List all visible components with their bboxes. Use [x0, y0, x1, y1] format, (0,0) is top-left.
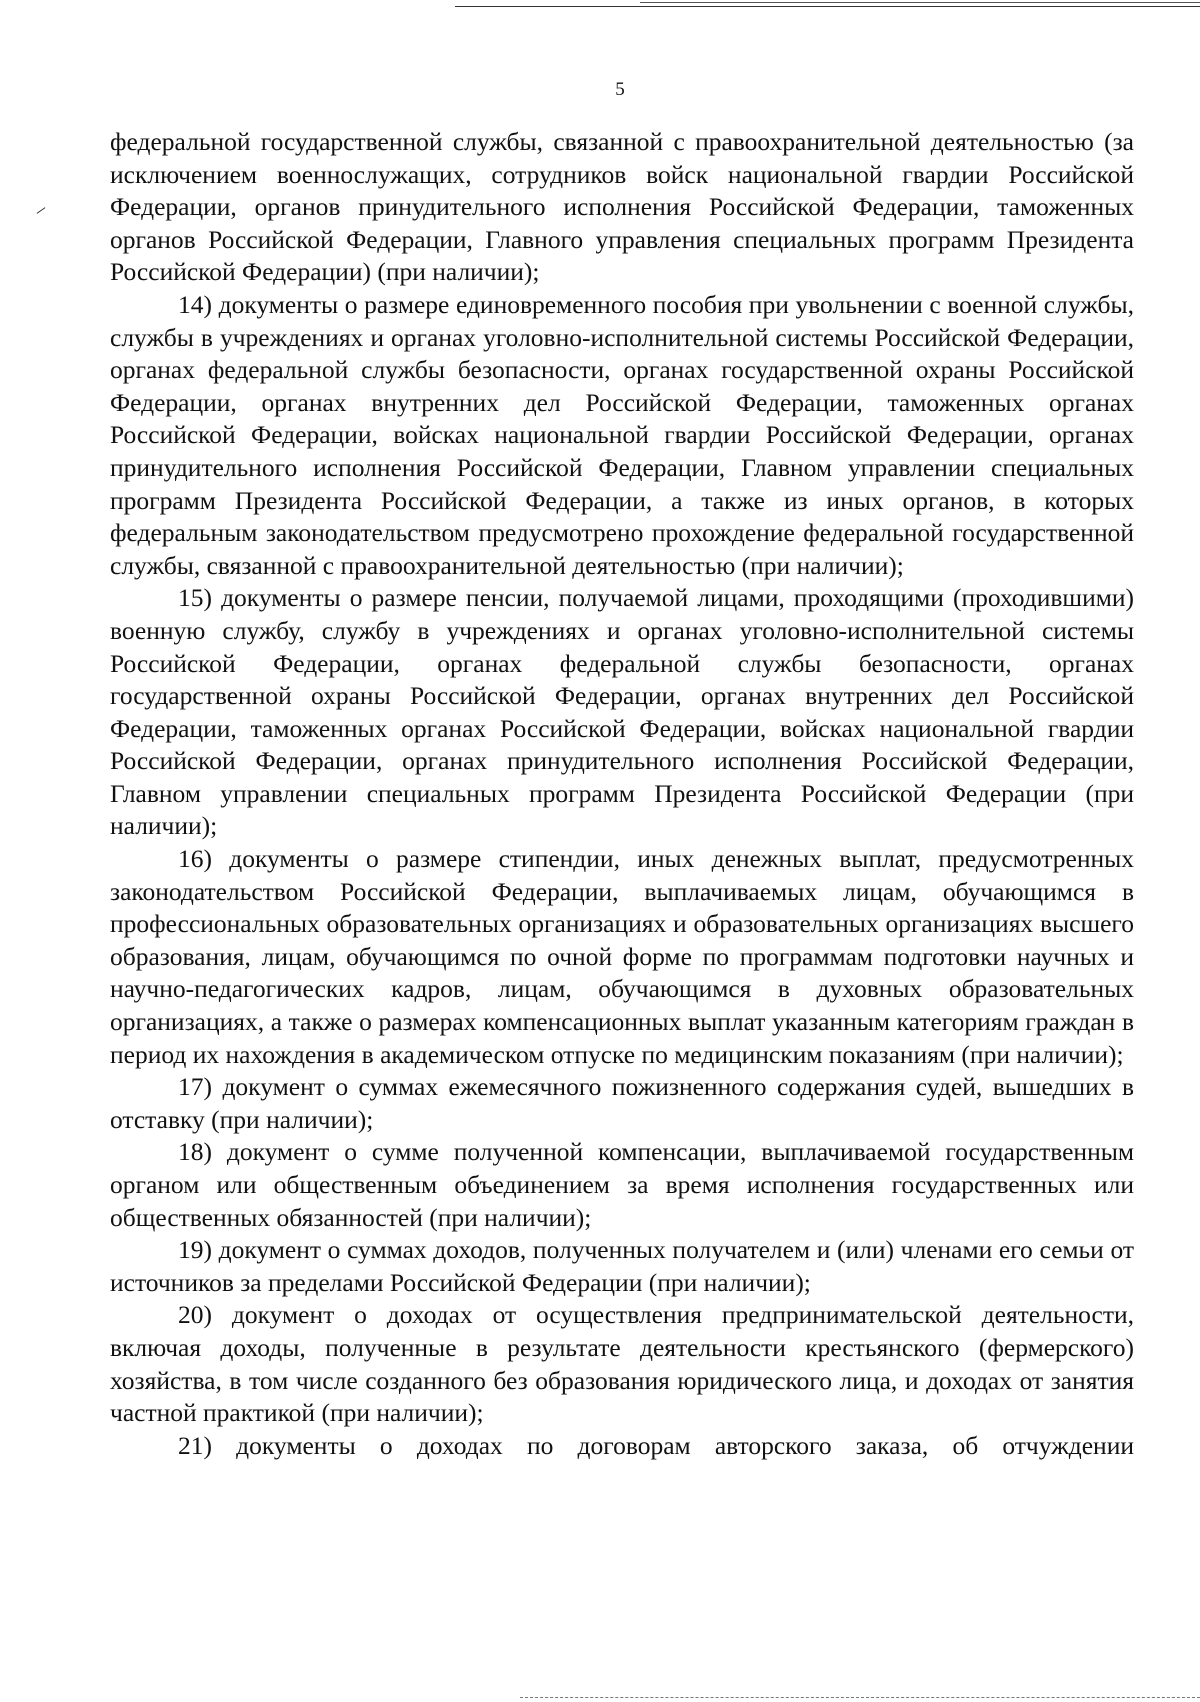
- paragraph-item-20: 20) документ о доходах от осуществления предпринимательской деятельности, включая доходы, полученные в результате деятельности крестьянского (фермерского) хозяйства, в том числе созданного без образования юридического лица, и доходах от занятия частной практикой (при наличии);: [110, 1300, 1134, 1428]
- scan-artifact-line: [455, 6, 1200, 7]
- margin-mark: [37, 207, 46, 214]
- paragraph-item-15: 15) документы о размере пенсии, получаемой лицами, проходящими (проходившими) военную службу, службу в учреждениях и органах уголовно-исполнительной системы Российской Федерации, органах федеральной службы безопасности, органах государственной охраны Российской Федерации, органах внутренних дел Российской Федерации, таможенных органах Российской Федерации, войсках национальной гвардии Российской Федерации, органах принудительного исполнения Российской Федерации, Главном управлении специальных программ Президента Российской Федерации (при наличии);: [110, 583, 1134, 841]
- document-body: [110, 126, 1134, 1462]
- paragraph-item-14: 14) документы о размере единовременного пособия при увольнении с военной службы, службы в учреждениях и органах уголовно-исполнительной системы Российской Федерации, органах федеральной службы безопасности, органах государственной охраны Российской Федерации, органах внутренних дел Российской Федерации, таможенных органах Российской Федерации, войсках национальной гвардии Российской Федерации, органах принудительного исполнения Российской Федерации, Главном управлении специальных программ Президента Российской Федерации, а также из иных органов, в которых федеральным законодательством предусмотрено прохождение федеральной государственной службы, связанной с правоохранительной деятельностью (при наличии);: [110, 289, 1134, 580]
- paragraph-item-21: 21) документы о доходах по договорам авторского заказа, об отчуждении: [178, 1430, 1134, 1460]
- paragraph-item-18: 18) документ о сумме полученной компенсации, выплачиваемой государственным органом или общественным объединением за время исполнения государственных или общественных обязанностей (при наличии);: [110, 1137, 1134, 1232]
- paragraph-item-19: 19) документ о суммах доходов, полученных получателем и (или) членами его семьи от источников за пределами Российской Федерации (при наличии);: [110, 1235, 1134, 1297]
- paragraph-item-16: 16) документы о размере стипендии, иных денежных выплат, предусмотренных законодательством Российской Федерации, выплачиваемых лицам, обучающимся в профессиональных образовательных организациях и образовательных организациях высшего образования, лицам, обучающимся по очной форме по программам подготовки научных и научно-педагогических кадров, лицам, обучающимся в духовных образовательных организациях, а также о размерах компенсационных выплат указанным категориям граждан в период их нахождения в академическом отпуске по медицинским показаниям (при наличии);: [110, 844, 1134, 1069]
- scan-artifact-line: [640, 2, 1200, 3]
- page-number: 5: [615, 79, 625, 100]
- scan-artifact-line: [520, 1697, 1200, 1698]
- paragraph-continuation: федеральной государственной службы, связанной с правоохранительной деятельностью (за исключением военнослужащих, сотрудников войск национальной гвардии Российской Федерации, органов принудительного исполнения Российской Федерации, таможенных органов Российской Федерации, Главного управления специальных программ Президента Российской Федерации) (при наличии);: [110, 127, 1134, 287]
- paragraph-item-17: 17) документ о суммах ежемесячного пожизненного содержания судей, вышедших в отставку (при наличии);: [110, 1072, 1134, 1134]
